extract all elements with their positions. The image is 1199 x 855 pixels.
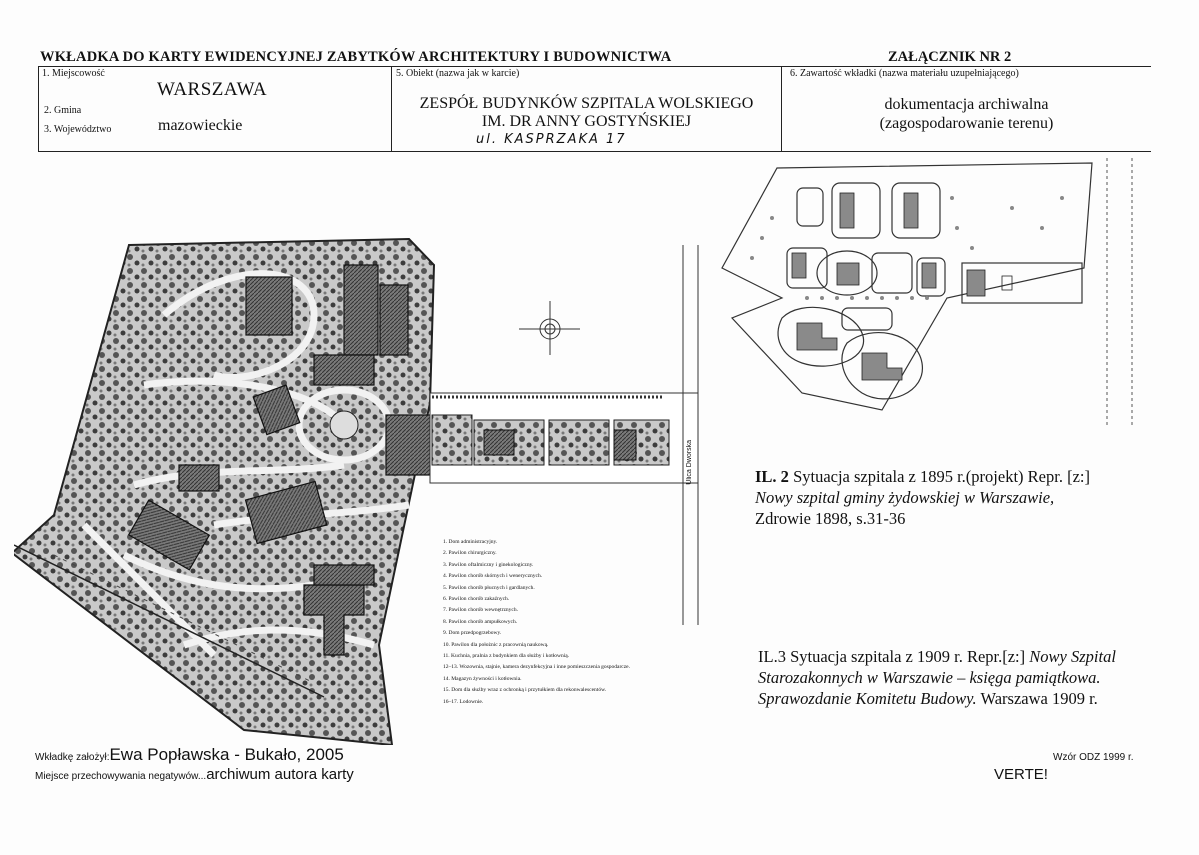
object-label: 5. Obiekt (nazwa jak w karcie) (396, 68, 520, 79)
plan-legend (443, 537, 630, 708)
legend-item: 16–17. Lodownie. (443, 698, 484, 705)
caption-il2 (755, 466, 1155, 529)
legend-item: 14. Magazyn żywności i kotłownia. (443, 675, 522, 682)
caption-il2-title: Nowy szpital gminy żydowskiej w Warszawie, (755, 488, 1055, 507)
author-line (35, 745, 344, 765)
verte-note: VERTE! (994, 766, 1048, 783)
form-title: WKŁADKA DO KARTY EWIDENCYJNEJ ZABYTKÓW ARCHITEKTURY I BUDOWNICTWA (40, 49, 672, 65)
caption-il3-title-part3: Sprawozdanie Komitetu Budowy. (758, 689, 977, 708)
caption-il3-title-part1: Nowy Szpital (1029, 647, 1116, 666)
legend-item: 2. Pawilon chirurgiczny. (443, 550, 497, 557)
voivodeship-value: mazowieckie (158, 117, 243, 134)
legend-item: 6. Pawilon chorób zakaźnych. (443, 596, 510, 603)
caption-il2-number: IL. 2 (755, 467, 789, 486)
voivodeship-label: 3. Województwo (44, 124, 112, 135)
commune-label: 2. Gmina (44, 105, 82, 116)
legend-item: 3. Pawilon oftalmiczny i ginekologiczny. (443, 561, 534, 568)
handwritten-address: ul. KASPRZAKA 17 (476, 132, 627, 147)
header-rule (38, 66, 1151, 67)
annex-number: ZAŁĄCZNIK NR 2 (888, 49, 1012, 65)
caption-il2-text: Sytuacja szpitala z 1895 r.(projekt) Repr. [z:] (788, 467, 1090, 486)
object-name-line1: ZESPÓŁ BUDYNKÓW SZPITALA WOLSKIEGO (419, 95, 754, 112)
legend-item: 9. Dom przedpogrzebowy. (443, 630, 502, 637)
table-bottom-rule (38, 151, 1151, 152)
author-label: Wkładkę założył: (35, 752, 110, 763)
street-label: Ulica Dworska (686, 440, 693, 485)
caption-il2-source: Zdrowie 1898, s.31-36 (755, 509, 906, 528)
caption-il3-source: Warszawa 1909 r. (976, 689, 1098, 708)
legend-item: 15. Dom dla służby wraz z ochronką i przytułkiem dla rekonwalescentów. (443, 687, 607, 694)
storage-value: archiwum autora karty (206, 766, 354, 783)
legend-item: 8. Pawilon chorób ampułkowych. (443, 618, 518, 625)
hospital-site-plan-1895 (712, 158, 1152, 448)
caption-il3 (758, 646, 1158, 709)
caption-il3-text: Sytuacja szpitala z 1909 r. Repr.[z:] (785, 647, 1030, 666)
locality-label: 1. Miejscowość (42, 68, 105, 79)
content-label: 6. Zawartość wkładki (nazwa materiału uzupełniającego) (790, 68, 1019, 79)
object-name-line2: IM. DR ANNY GOSTYŃSKIEJ (481, 113, 692, 130)
legend-item: 1. Dom administracyjny. (443, 539, 498, 545)
legend-item: 7. Pawilon chorób wewnętrznych. (443, 607, 518, 614)
content-line2: (zagospodarowanie terenu) (879, 115, 1054, 132)
caption-il3-title-part2: Starozakonnych w Warszawie – księga pamiątkowa. (758, 668, 1101, 687)
storage-line (35, 766, 354, 784)
legend-item: 10. Pawilon dla położnic z pracownią naukową. (443, 641, 549, 648)
form-model: Wzór ODZ 1999 r. (1053, 752, 1134, 763)
locality-value: WARSZAWA (157, 79, 268, 100)
legend-item: 4. Pawilon chorób skórnych i wenerycznych. (443, 573, 543, 580)
caption-il3-number: IL.3 (758, 647, 786, 666)
legend-item: 5. Pawilon chorób płucnych i gardlanych. (443, 584, 535, 591)
legend-item: 12–13. Wozownia, stajnie, kamera dezynfekcyjna i inne pomieszczenia gospodarcze. (443, 664, 630, 671)
content-line1: dokumentacja archiwalna (884, 96, 1049, 113)
table-left-border (38, 66, 39, 152)
storage-label: Miejsce przechowywania negatywów... (35, 771, 207, 782)
legend-item: 11. Kuchnia, pralnia z budynkiem dla służby i kotłownią. (443, 653, 570, 660)
author-value: Ewa Popławska - Bukało, 2005 (109, 745, 344, 764)
